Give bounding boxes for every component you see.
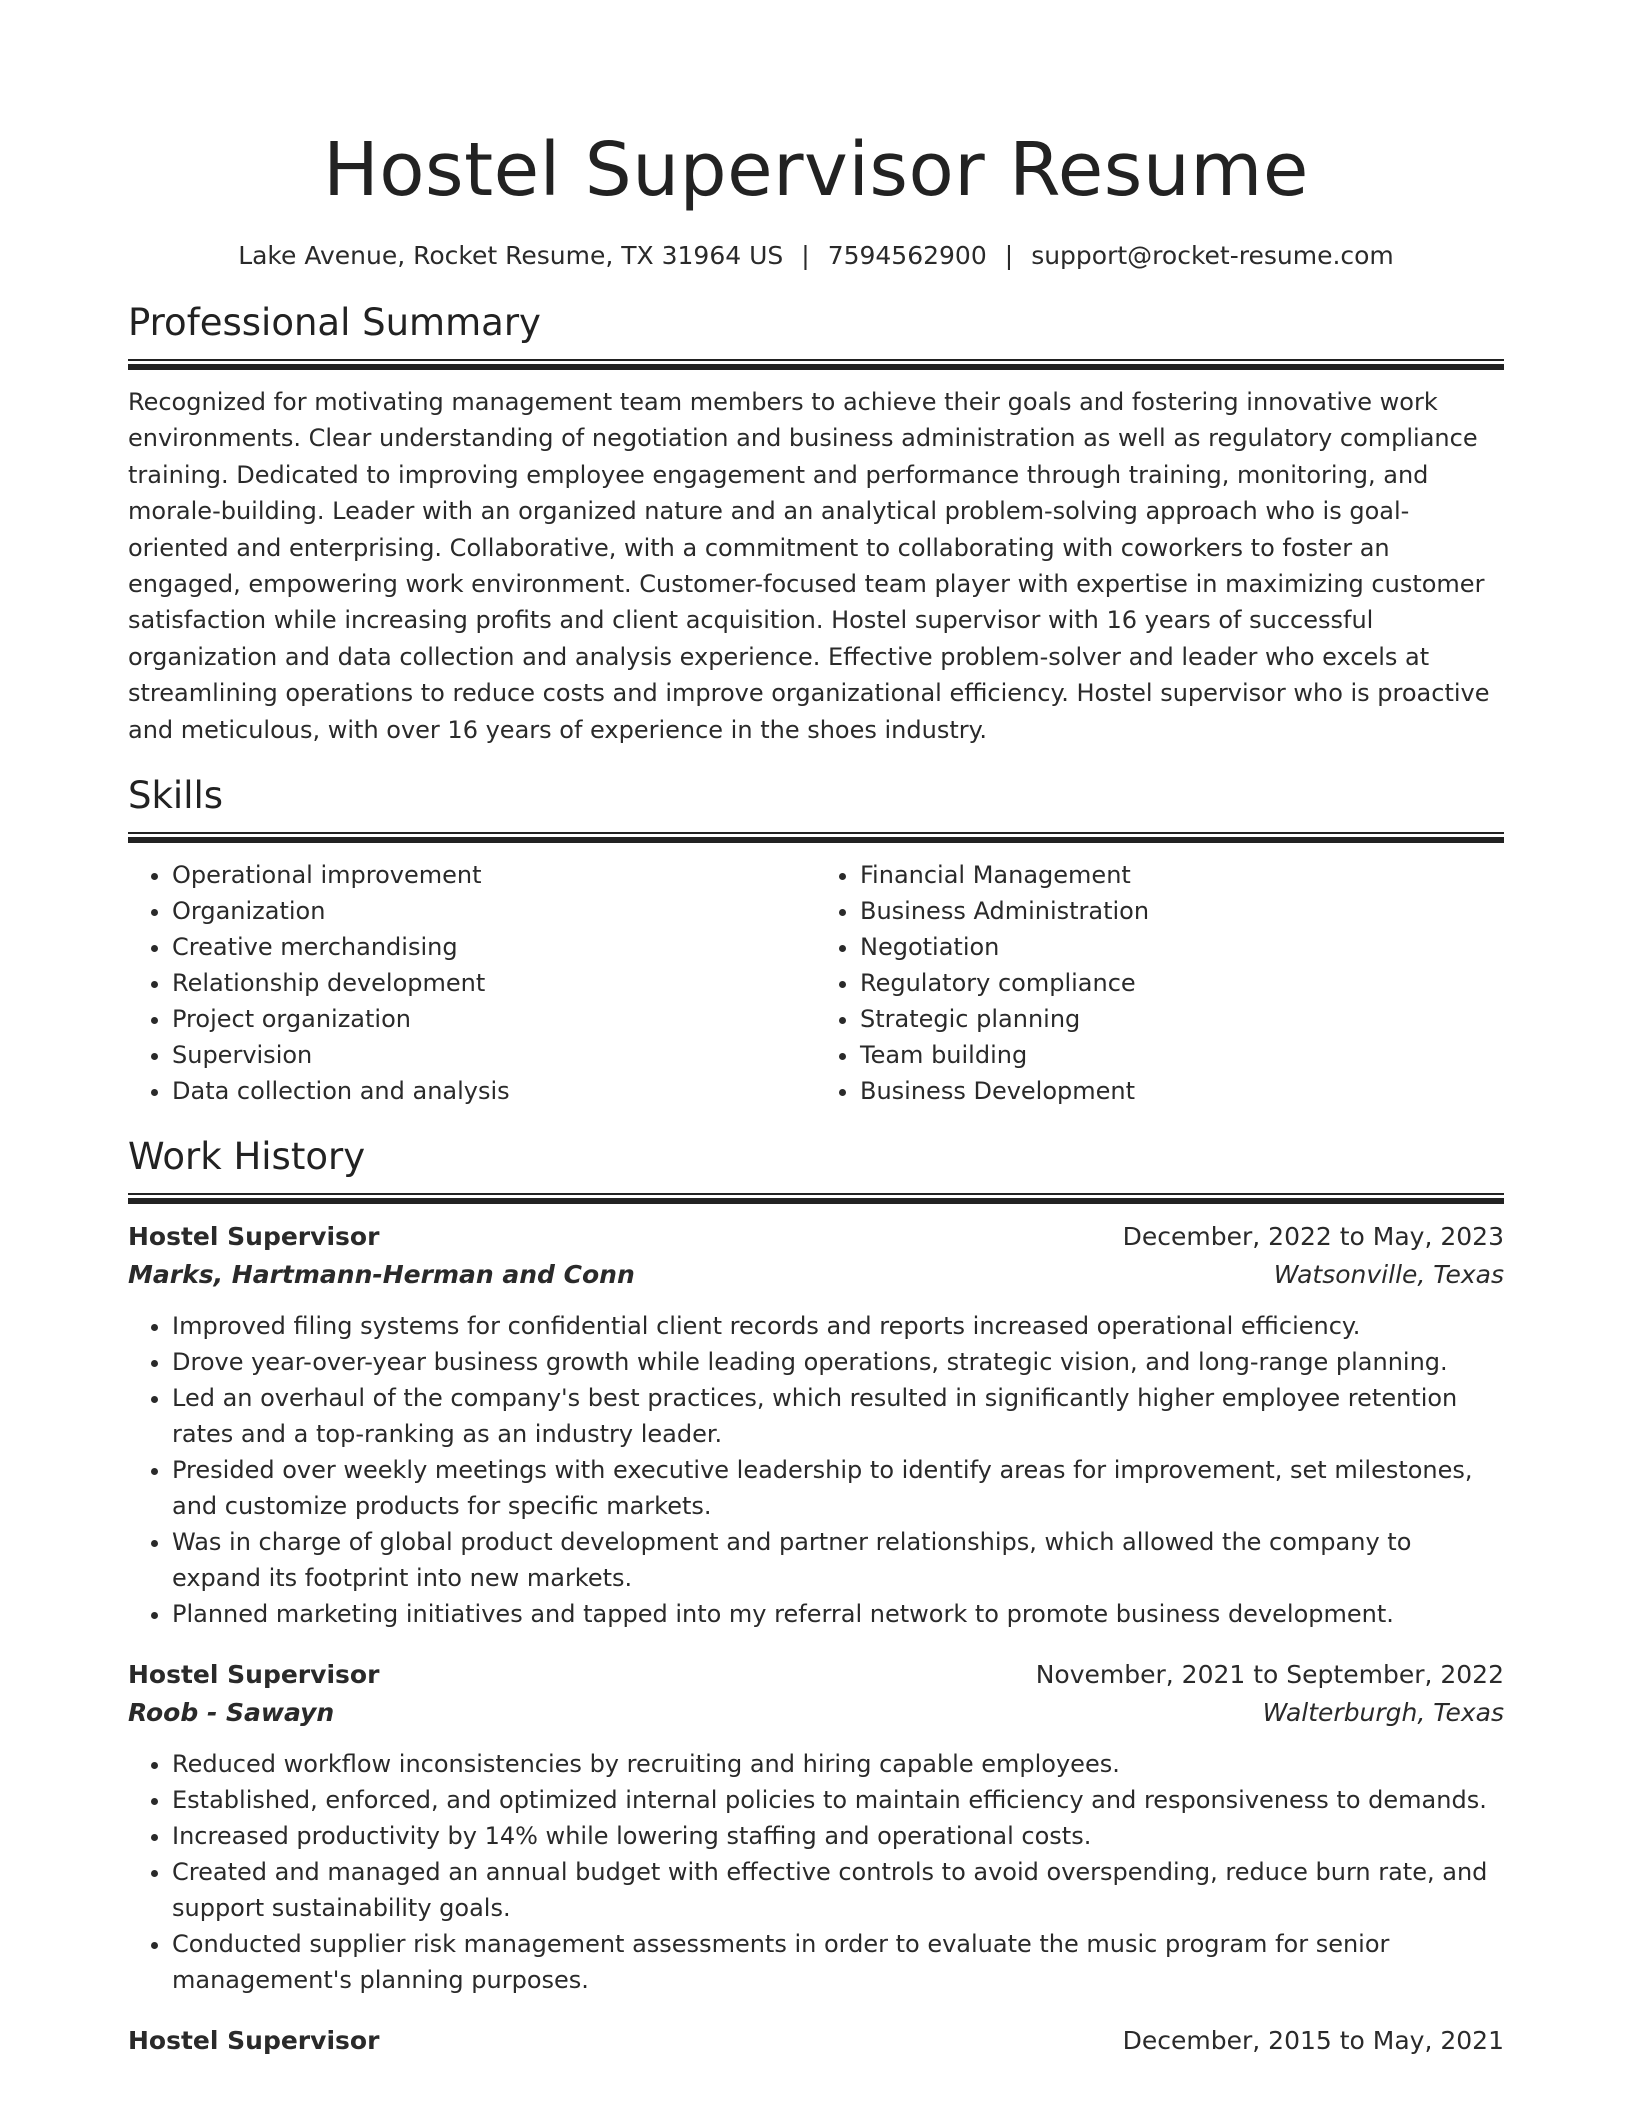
- job-bullet: • Established, enforced, and optimized internal policies to maintain efficiency and responsiveness to demands.: [172, 1782, 1504, 1818]
- job-bullet: • Improved filing systems for confidential client records and reports increased operational efficiency.: [172, 1308, 1504, 1344]
- skills-list-right: [816, 857, 1504, 1109]
- job-bullet: • Created and managed an annual budget with effective controls to avoid overspending, reduce burn rate, and support sustainability goals.: [172, 1854, 1504, 1926]
- job-dates: December, 2022 to May, 2023: [1122, 1222, 1504, 1252]
- job-bullets: [128, 1308, 1504, 1632]
- skill-item: • Relationship development: [172, 965, 816, 1001]
- job-bullet: • Increased productivity by 14% while lowering staffing and operational costs.: [172, 1818, 1504, 1854]
- resume-title: Hostel Supervisor Resume: [323, 127, 1309, 213]
- job-title: Hostel Supervisor: [128, 1222, 380, 1252]
- job-entry: [128, 2022, 1504, 2060]
- job-bullet: • Led an overhaul of the company's best practices, which resulted in significantly higher employee retention rates and a top-ranking as an industry leader.: [172, 1380, 1504, 1452]
- summary-text: Recognized for motivating management team members to achieve their goals and fostering innovative work environments. Clear understanding of negotiation and business administration as well as regulatory compliance training. Dedicated to improving employee engagement and performance through training, monitoring, and morale-building. Leader with an organized nature and an analytical problem-solving approach who is goal-oriented and enterprising. Collaborative, with a commitment to collaborating with coworkers to foster an engaged, empowering work environment. Customer-focused team player with expertise in maximizing customer satisfaction while increasing profits and client acquisition. Hostel supervisor with 16 years of successful organization and data collection and analysis experience. Effective problem-solver and leader who excels at streamlining operations to reduce costs and improve organizational efficiency. Hostel supervisor who is proactive and meticulous, with over 16 years of experience in the shoes industry.: [128, 388, 1490, 744]
- contact-separator: |: [1004, 241, 1014, 270]
- skills-section: [128, 772, 1504, 1109]
- contact-phone: 7594562900: [827, 241, 987, 270]
- section-title-skills: Skills: [128, 774, 224, 818]
- work-history-section: [128, 1133, 1504, 2060]
- skills-columns: [128, 857, 1504, 1109]
- job-bullets: [128, 1746, 1504, 1998]
- job-header: [128, 1656, 1504, 1694]
- job-bullet: • Planned marketing initiatives and tapped into my referral network to promote business development.: [172, 1596, 1504, 1632]
- job-company: Marks, Hartmann-Herman and Conn: [128, 1260, 635, 1290]
- skill-item: • Supervision: [172, 1037, 816, 1073]
- job-entry: [128, 1218, 1504, 1632]
- skill-item: • Business Administration: [860, 893, 1504, 929]
- section-title-work: Work History: [128, 1135, 366, 1179]
- section-divider: [128, 359, 1504, 370]
- job-location: Watsonville, Texas: [1273, 1260, 1504, 1290]
- job-bullet: • Presided over weekly meetings with executive leadership to identify areas for improvement, set milestones, and customize products for specific markets.: [172, 1452, 1504, 1524]
- job-bullet: • Was in charge of global product development and partner relationships, which allowed the company to expand its footprint into new markets.: [172, 1524, 1504, 1596]
- job-bullet: • Drove year-over-year business growth while leading operations, strategic vision, and long-range planning.: [172, 1344, 1504, 1380]
- job-subheader: [128, 1694, 1504, 1732]
- contact-line: [128, 239, 1504, 273]
- job-dates: December, 2015 to May, 2021: [1122, 2026, 1504, 2056]
- job-header: [128, 1218, 1504, 1256]
- skill-item: • Team building: [860, 1037, 1504, 1073]
- job-bullet: • Reduced workflow inconsistencies by recruiting and hiring capable employees.: [172, 1746, 1504, 1782]
- section-divider: [128, 832, 1504, 843]
- skills-list-left: [128, 857, 816, 1109]
- section-title-summary: Professional Summary: [128, 301, 541, 344]
- skill-item: • Business Development: [860, 1073, 1504, 1109]
- job-bullet: • Conducted supplier risk management assessments in order to evaluate the music program for senior management's planning purposes.: [172, 1926, 1504, 1998]
- skill-item: • Financial Management: [860, 857, 1504, 893]
- section-divider: [128, 1193, 1504, 1204]
- job-title: Hostel Supervisor: [128, 2026, 380, 2056]
- job-header: [128, 2022, 1504, 2060]
- job-subheader: [128, 1256, 1504, 1294]
- job-location: Walterburgh, Texas: [1262, 1698, 1504, 1728]
- skill-item: • Data collection and analysis: [172, 1073, 816, 1109]
- skill-item: • Operational improvement: [172, 857, 816, 893]
- professional-summary-section: [128, 299, 1504, 748]
- skill-item: • Strategic planning: [860, 1001, 1504, 1037]
- contact-separator: |: [801, 241, 810, 270]
- job-entry: [128, 1656, 1504, 1998]
- skill-item: • Project organization: [172, 1001, 816, 1037]
- skill-item: • Regulatory compliance: [860, 965, 1504, 1001]
- job-dates: November, 2021 to September, 2022: [1035, 1660, 1504, 1690]
- skill-item: • Creative merchandising: [172, 929, 816, 965]
- skill-item: • Negotiation: [860, 929, 1504, 965]
- contact-email: support@rocket-resume.com: [1031, 241, 1394, 270]
- contact-address: Lake Avenue, Rocket Resume, TX 31964 US: [238, 241, 784, 270]
- skill-item: • Organization: [172, 893, 816, 929]
- job-title: Hostel Supervisor: [128, 1660, 380, 1690]
- job-company: Roob - Sawayn: [128, 1698, 335, 1728]
